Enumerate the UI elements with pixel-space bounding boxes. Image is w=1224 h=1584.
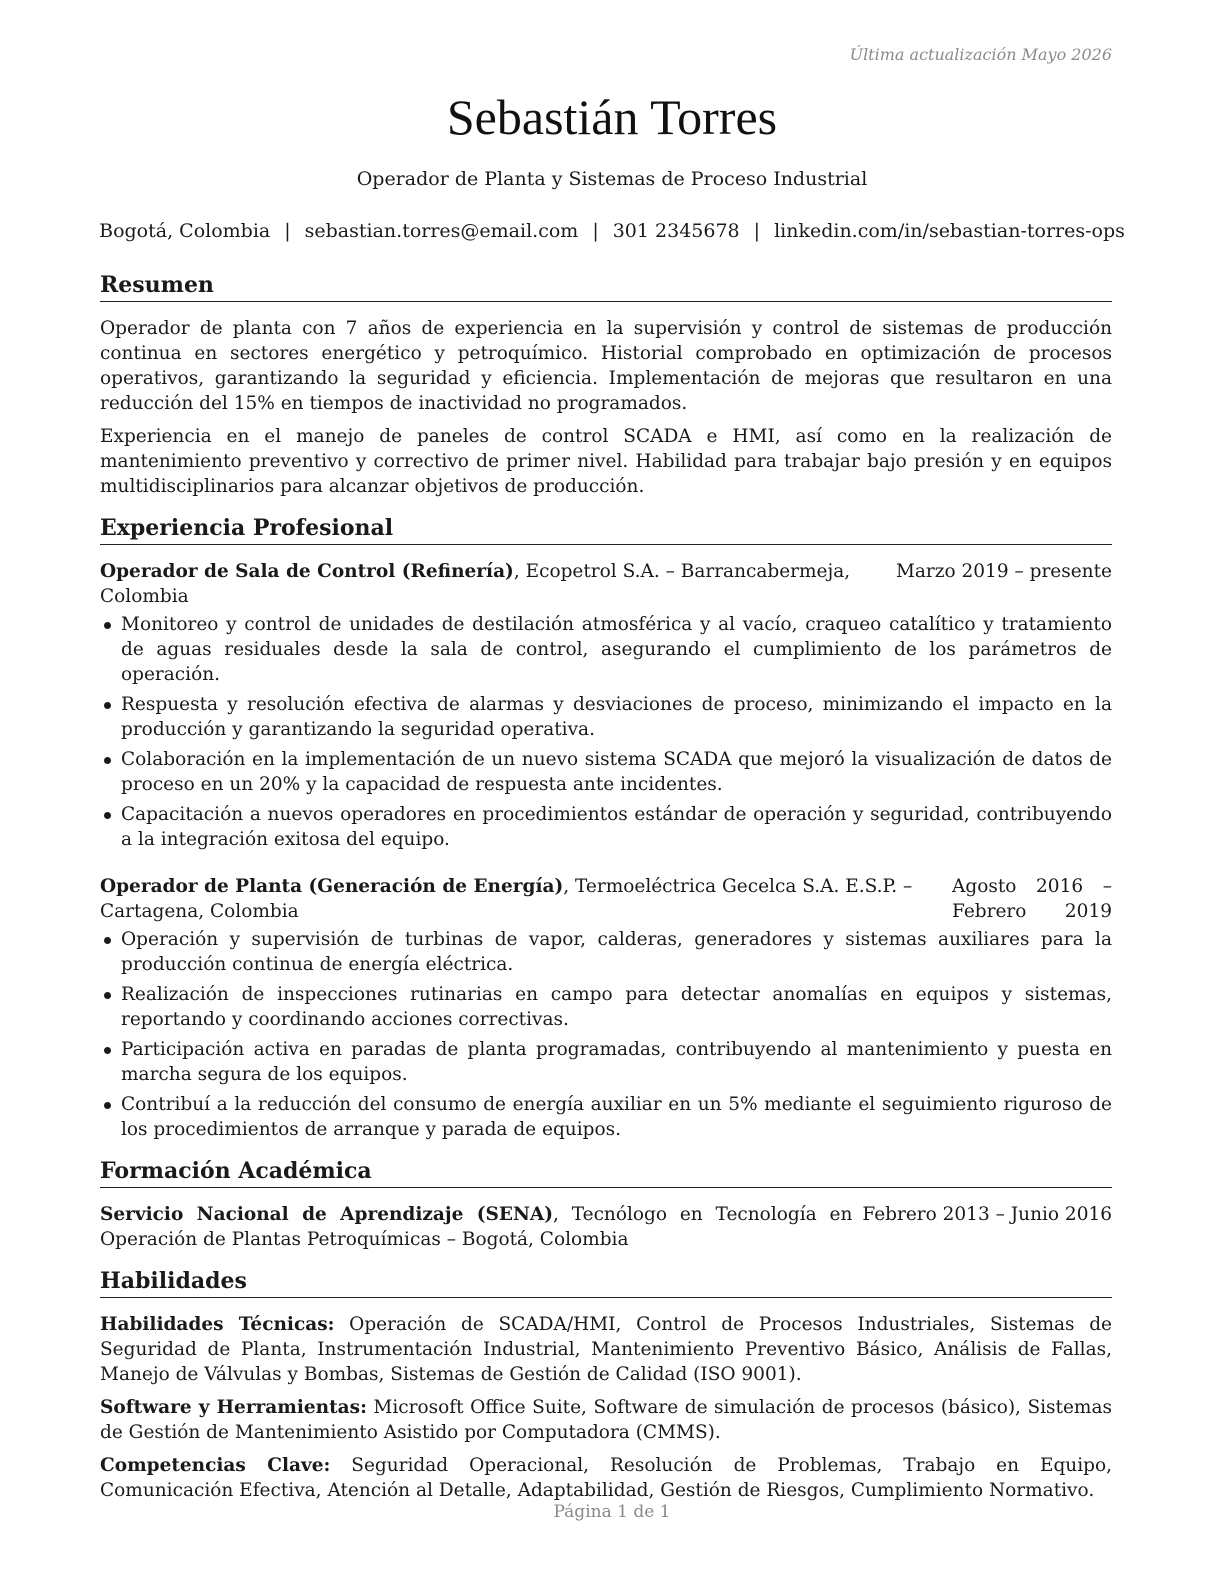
contact-separator: | xyxy=(753,220,761,242)
skill-group-label: Competencias Clave: xyxy=(100,1455,331,1476)
resume-content xyxy=(100,270,1112,1517)
summary-heading: Resumen xyxy=(100,270,1112,302)
list-item: Monitoreo y control de unidades de destilación atmosférica y al vacío, craqueo catalítico y tratamiento de aguas residuales desde la sala de control, asegurando el cumplimiento de los parámetros de operación. xyxy=(100,612,1112,687)
education-heading: Formación Académica xyxy=(100,1156,1112,1188)
skill-group-label: Habilidades Técnicas: xyxy=(100,1314,335,1335)
skill-group-text: Operación de SCADA/HMI, Control de Procesos Industriales, Sistemas de Seguridad de Planta, Instrumentación Industrial, Mantenimiento Preventivo Básico, Análisis de Fallas, Manejo de Válvulas y Bombas, Sistemas de Gestión de Calidad (ISO 9001). xyxy=(100,1314,1113,1385)
contact-linkedin[interactable]: linkedin.com/in/sebastian-torres-ops xyxy=(774,220,1125,242)
summary-section xyxy=(100,270,1112,499)
skill-group-label: Software y Herramientas: xyxy=(100,1397,367,1418)
education-entry xyxy=(100,1202,1112,1252)
education-institution: Servicio Nacional de Aprendizaje (SENA) xyxy=(100,1204,553,1225)
job-title: Operador de Sala de Control (Refinería) xyxy=(100,561,514,582)
candidate-name: Sebastián Torres xyxy=(446,89,778,145)
education-section xyxy=(100,1156,1112,1252)
education-detail: , Tecnólogo en Tecnología en Operación de Plantas Petroquímicas – Bogotá, Colombia xyxy=(100,1204,853,1250)
education-dates: Febrero 2013 – Junio 2016 xyxy=(862,1204,1112,1225)
contact-email[interactable]: sebastian.torres@email.com xyxy=(304,220,579,242)
job-entry xyxy=(100,874,1112,1142)
job-title: Operador de Planta (Generación de Energía) xyxy=(100,876,564,897)
job-bullets xyxy=(100,927,1112,1142)
list-item: Capacitación a nuevos operadores en procedimientos estándar de operación y seguridad, contribuyendo a la integración exitosa del equipo. xyxy=(100,802,1112,852)
skill-group xyxy=(100,1312,1112,1387)
list-item: Colaboración en la implementación de un nuevo sistema SCADA que mejoró la visualización de datos de proceso en un 20% y la capacidad de respuesta ante incidentes. xyxy=(100,747,1112,797)
contact-separator: | xyxy=(592,220,599,242)
skill-group-text: Seguridad Operacional, Resolución de Problemas, Trabajo en Equipo, Comunicación Efectiva, Atención al Detalle, Adaptabilidad, Gestión de Riesgos, Cumplimiento Normativo. xyxy=(100,1455,1112,1501)
list-item: Respuesta y resolución efectiva de alarmas y desviaciones de proceso, minimizando el impacto en la producción y garantizando la seguridad operativa. xyxy=(100,692,1112,742)
job-dates: Marzo 2019 – presente xyxy=(895,561,1112,582)
job-org: , Ecopetrol S.A. – Barrancabermeja, Colombia xyxy=(100,561,851,607)
job-entry xyxy=(100,559,1112,852)
contact-location: Bogotá, Colombia xyxy=(99,220,271,242)
skill-group xyxy=(100,1453,1112,1503)
job-header xyxy=(100,874,1112,924)
job-bullets xyxy=(100,612,1112,852)
skills-section xyxy=(100,1266,1112,1503)
experience-section xyxy=(100,513,1112,1142)
job-header xyxy=(100,559,1112,609)
contact-separator: | xyxy=(284,220,291,242)
candidate-subtitle: Operador de Planta y Sistemas de Proceso Industrial xyxy=(356,168,868,190)
experience-heading: Experiencia Profesional xyxy=(100,513,1112,545)
list-item: Operación y supervisión de turbinas de vapor, calderas, generadores y sistemas auxiliares para la producción continua de energía eléctrica. xyxy=(100,927,1112,977)
last-updated-note: Última actualización Mayo 2026 xyxy=(849,45,1112,64)
contact-line xyxy=(0,220,1224,242)
skills-heading: Habilidades xyxy=(100,1266,1112,1298)
list-item: Contribuí a la reducción del consumo de energía auxiliar en un 5% mediante el seguimiento riguroso de los procedimientos de arranque y parada de equipos. xyxy=(100,1092,1112,1142)
job-org: , Termoeléctrica Gecelca S.A. E.S.P. – Cartagena, Colombia xyxy=(100,876,913,922)
list-item: Realización de inspecciones rutinarias en campo para detectar anomalías en equipos y sistemas, reportando y coordinando acciones correctivas. xyxy=(100,982,1112,1032)
contact-phone: 301 2345678 xyxy=(612,220,740,242)
skill-group-text: Microsoft Office Suite, Software de simulación de procesos (básico), Sistemas de Gestión de Mantenimiento Asistido por Computadora (CMMS). xyxy=(100,1397,1112,1443)
summary-paragraph: Operador de planta con 7 años de experiencia en la supervisión y control de sistemas de producción continua en sectores energético y petroquímico. Historial comprobado en optimización de procesos operativos, garantizando la seguridad y eficiencia. Implementación de mejoras que resultaron en una reducción del 15% en tiempos de inactividad no programados. xyxy=(100,318,1112,414)
page-number: Página 1 de 1 xyxy=(553,1502,671,1522)
list-item: Participación activa en paradas de planta programadas, contribuyendo al mantenimiento y puesta en marcha segura de los equipos. xyxy=(100,1037,1112,1087)
summary-paragraph: Experiencia en el manejo de paneles de control SCADA e HMI, así como en la realización de mantenimiento preventivo y correctivo de primer nivel. Habilidad para trabajar bajo presión y en equipos multidisciplinarios para alcanzar objetivos de producción. xyxy=(100,426,1112,497)
job-dates: Agosto 2016 – Febrero 2019 xyxy=(952,876,1112,922)
skill-group xyxy=(100,1395,1112,1445)
